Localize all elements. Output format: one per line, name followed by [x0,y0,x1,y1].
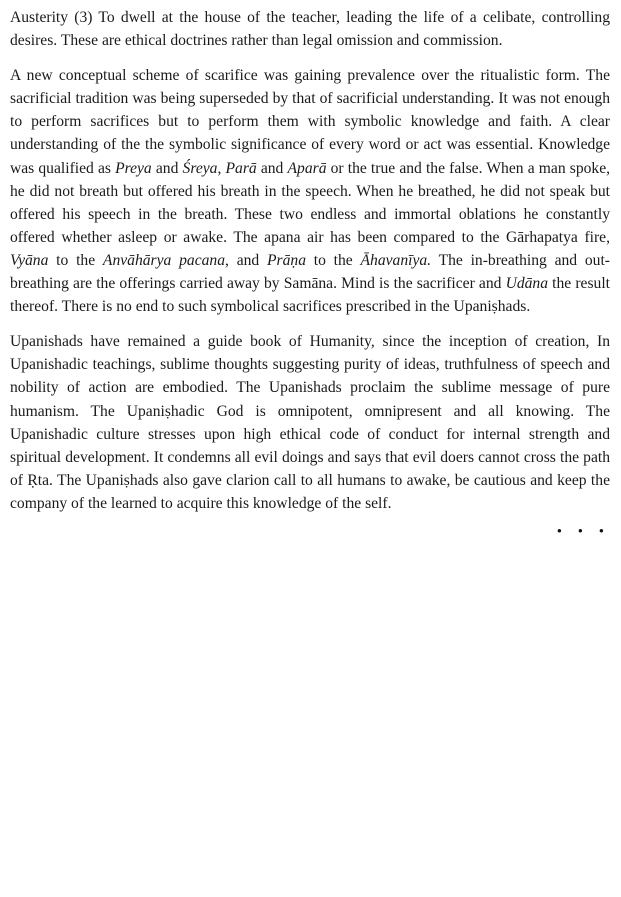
text-run: A new conceptual scheme of scarifice was gaining prevalence over the ritualistic form. The sacrificial tradition was being superseded by that of sacrificial understanding. It was not enough to perform sacrifices but to perform them with symbolic knowledge and faith. A clear understanding of the the symbolic significance of every word or act was essential. Knowledge was qualified as [10,67,610,177]
paragraph-sacrifice [10,64,610,318]
italic-term: Udāna [505,275,549,293]
document-page [10,6,610,539]
text-run: and [151,159,183,177]
italic-term: Prāṇa [267,251,306,269]
text-run: or the true and the false. When a man spoke, he did not breath but offered his breath in the speech. When he breathed, he did not speak but offered his speech in the breath. These two endless and immortal oblations he constantly offered whether asleep or awake. The apana air has been compared to the Gārhapatya fire, [10,159,611,246]
text-run: the result thereof. There is no end to such symbolical sacrifices prescribed in the Upaniṣhads. [10,275,611,316]
text-run: , and [225,251,267,269]
text-run: Austerity (3) To dwell at the house of the teacher, leading the life of a celibate, controlling desires. These are ethical doctrines rather than legal omission and commission. [10,9,610,50]
text-run: and [256,159,288,177]
end-of-section-mark: • • • [556,523,610,540]
text-run: , [217,159,226,177]
italic-term: Anvāhārya pacana [102,251,226,269]
paragraph-austerity [10,6,610,52]
text-run: The in-breathing and out-breathing are the offerings carried away by Samāna. Mind is the sacrificer and [10,251,610,293]
italic-term: Aparā [287,159,327,177]
italic-term: Śreya [182,159,218,177]
italic-term: Āhavanīya. [360,251,432,269]
italic-term: Preya [115,159,152,177]
text-run: Upanishads have remained a guide book of Humanity, since the inception of creation, In Upanishadic teachings, sublime thoughts suggesting purity of ideas, truthfulness of speech and nobility of action are embodied. The Upanishads proclaim the sublime message of pure humanism. The Upaniṣhadic God is omnipotent, omnipresent and all knowing. The Upanishadic culture stresses upon high ethical code of conduct for internal strength and spiritual development. It condemns all evil doings and says that evil doers cannot cross the path of Ṛta. The Upaniṣhads also gave clarion call to all humans to awake, be cautious and keep the company of the learned to acquire this knowledge of the self. [10,333,610,512]
paragraph-upanishads [10,330,610,515]
text-run: to the [305,251,361,269]
italic-term: Vyāna [10,251,49,269]
text-run: to the [48,251,103,269]
italic-term: Parā [225,159,257,177]
